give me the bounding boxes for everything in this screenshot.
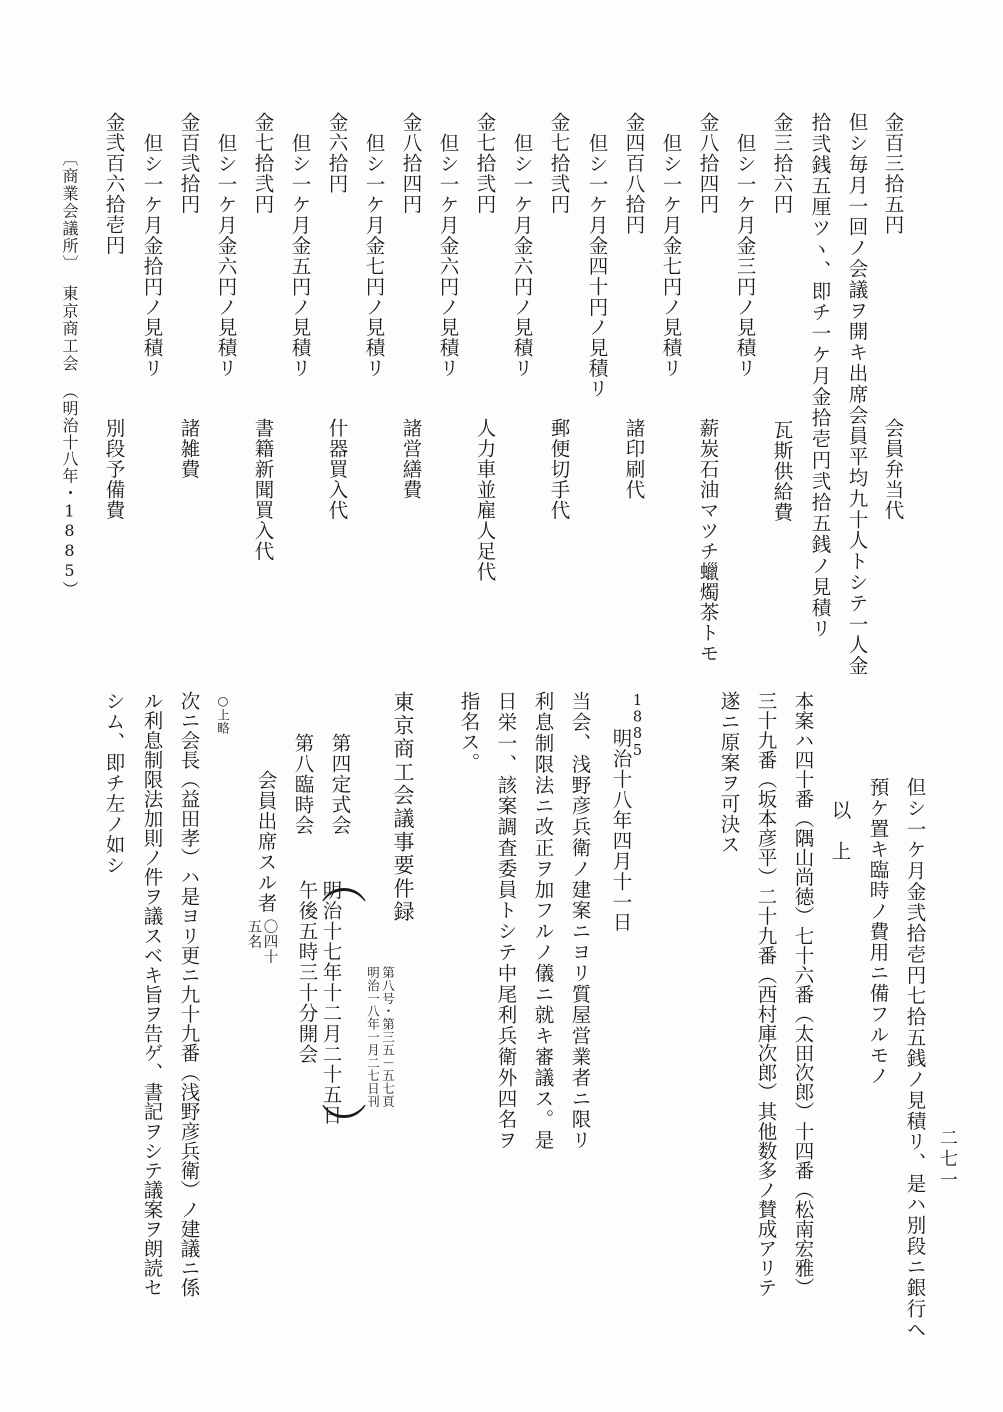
text-line: シム、即チ左ノ如シ (102, 691, 126, 876)
budget-item: 瓦斯供給費 (770, 420, 794, 523)
text-line: 指名ス。 (457, 691, 481, 773)
running-head-era: （明治十八年・1885） (60, 383, 79, 598)
budget-amount: 金四百八拾円 (622, 112, 646, 235)
running-head-section: 〔商業会議所〕 (60, 150, 79, 273)
attendance-count: 〇四十 (261, 919, 278, 965)
budget-item: 諸印刷代 (622, 418, 646, 500)
text-line: 三十九番（坂本彦平）二十九番（西村庫次郎）其他数多ノ賛成アリテ (754, 691, 778, 1298)
budget-amount: 金弐百六拾壱円 (102, 112, 126, 256)
budget-note: 但シ一ケ月金七円ノ見積リ (659, 133, 683, 379)
budget-item: 人力車並雇人足代 (473, 418, 497, 582)
text-line: 次ニ会長（益田孝）ハ是ヨリ更ニ九十九番（浅野彦兵衛）ノ建議ニ係 (177, 691, 201, 1298)
budget-item: 什器買入代 (325, 418, 349, 521)
text-line: 預ケ置キ臨時ノ費用ニ備フルモノ (866, 777, 890, 1086)
text-line: 遂ニ原案ヲ可決ス (717, 691, 741, 855)
attendance-count: 五名 (245, 919, 262, 950)
budget-item: 諸雑費 (177, 418, 201, 480)
year-gloss: 1885 (629, 693, 646, 760)
budget-note: 但シ一ケ月金六円ノ見積リ (214, 133, 238, 379)
budget-amount: 金七拾弐円 (473, 112, 497, 215)
text-line: 当会、浅野彦兵衛ノ建案ニヨリ質屋営業者ニ限リ (568, 691, 592, 1151)
budget-note: 但シ一ケ月金拾円ノ見積リ (140, 133, 164, 379)
budget-item: 諸営繕費 (399, 418, 423, 500)
bracket-close: ︶ (314, 1102, 368, 1148)
budget-note: 但シ一ケ月金四十円ノ見積リ (585, 133, 609, 399)
budget-amount: 金七拾弐円 (547, 112, 571, 215)
budget-item: 郵便切手代 (547, 418, 571, 521)
budget-amount: 金七拾弐円 (251, 112, 275, 215)
citation-line: 第八号・第三五－五七頁 (380, 966, 396, 1108)
bracket-open: ︵ (314, 858, 368, 904)
budget-item: 会員弁当代 (881, 418, 905, 521)
budget-note: 但シ一ケ月金六円ノ見積リ (510, 133, 534, 379)
meeting-label: 第四定式会 (328, 733, 352, 836)
budget-amount: 金八拾四円 (399, 112, 423, 215)
text-line: 日栄一、該案調査委員トシテ中尾利兵衛外四名ヲ (494, 691, 518, 1151)
text-line: 以 上 (828, 800, 852, 862)
omission-mark: ○上略 (215, 693, 231, 735)
budget-amount: 金百三拾五円 (881, 112, 905, 235)
budget-note: 但シ一ケ月金三円ノ見積リ (733, 133, 757, 379)
budget-amount: 金三拾六円 (770, 112, 794, 215)
text-line: ル利息制限法加則ノ件ヲ議スベキ旨ヲ告ゲ、書記ヲシテ議案ヲ朗読セ (140, 691, 164, 1298)
text-line: 利息制限法ニ改正ヲ加フルノ儀ニ就キ審議ス。是 (531, 691, 555, 1151)
attendance-label: 会員出席スル者 (254, 770, 278, 914)
budget-note: 但シ一ケ月金七円ノ見積リ (362, 133, 386, 379)
meeting-date: 明治十七年十二月二十五日 (319, 880, 343, 1126)
budget-item: 書籍新聞買入代 (251, 418, 275, 562)
budget-item: 薪炭石油マツチ蠟燭茶トモ (696, 418, 720, 664)
record-title: 東京商工会議事要件録 (391, 691, 415, 924)
budget-note: 但シ毎月一回ノ会議ヲ開キ出席会員平均九十人トシテ一人金 (845, 112, 869, 677)
page-number: 二七一 (937, 1128, 958, 1191)
meeting-label: 第八臨時会 (291, 733, 315, 836)
text-line: 本案ハ四十番（隅山尚徳）七十六番（太田次郎）十四番（松南宏雅） (791, 691, 815, 1298)
meeting-time: 午後五時三十分開会 (295, 880, 319, 1065)
text-line: 但シ一ケ月金弐拾壱円七拾五銭ノ見積リ、是ハ別段ニ銀行ヘ (903, 777, 927, 1340)
citation-line: 明治一八年一月二七日刊 (365, 966, 381, 1108)
budget-note: 但シ一ケ月金五円ノ見積リ (288, 133, 312, 379)
running-head-org: 東京商工会 (60, 285, 79, 373)
budget-item: 別段予備費 (102, 418, 126, 521)
budget-note: 但シ一ケ月金六円ノ見積リ (436, 133, 460, 379)
budget-note: 拾弐銭五厘ツヽ、即チ一ケ月金拾壱円弐拾五銭ノ見積リ (808, 112, 832, 640)
entry-date: 明治十八年四月十一日 (609, 728, 633, 933)
budget-amount: 金百弐拾円 (177, 112, 201, 215)
budget-amount: 金八拾四円 (696, 112, 720, 215)
budget-amount: 金六拾円 (325, 112, 349, 194)
